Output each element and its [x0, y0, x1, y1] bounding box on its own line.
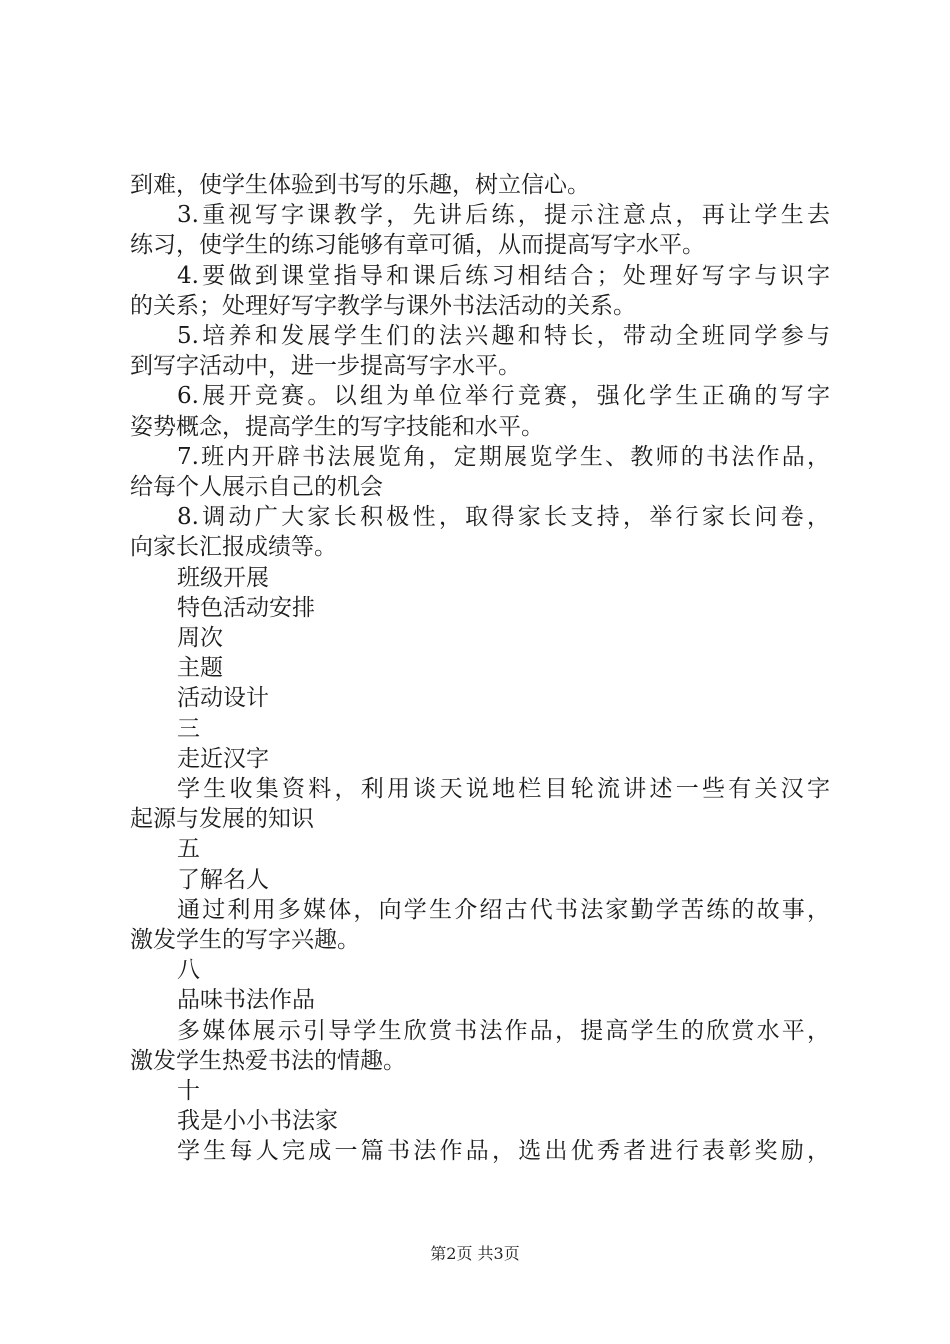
text-line: 八 [177, 957, 200, 984]
text-line: 学生每人完成一篇书法作品，选出优秀者进行表彰奖励， [177, 1138, 830, 1165]
text-line: 周次 [177, 625, 223, 651]
text-line: 多媒体展示引导学生欣赏书法作品，提高学生的欣赏水平， [177, 1017, 830, 1044]
text-line: 走近汉字 [177, 745, 269, 772]
text-line: 品味书法作品 [177, 987, 315, 1014]
text-line: 特色活动安排 [177, 594, 315, 621]
text-line: 向家长汇报成绩等。 [130, 534, 337, 561]
text-line: 7.班内开辟书法展览角，定期展览学生、教师的书法作品， [177, 443, 830, 470]
text-line: 到难，使学生体验到书写的乐趣，树立信心。 [130, 172, 590, 198]
text-line: 起源与发展的知识 [130, 806, 314, 833]
text-line: 4.要做到课堂指导和课后练习相结合；处理好写字与识字 [177, 262, 830, 289]
text-line: 姿势概念，提高学生的写字技能和水平。 [130, 413, 544, 440]
text-line: 班级开展 [177, 564, 269, 591]
text-line: 到写字活动中，进一步提高写字水平。 [130, 353, 521, 380]
text-line: 3.重视写字课教学，先讲后练，提示注意点，再让学生去 [177, 202, 830, 229]
text-line: 5.培养和发展学生们的法兴趣和特长，带动全班同学参与 [177, 323, 830, 349]
text-line: 活动设计 [177, 685, 269, 712]
text-line: 了解名人 [177, 866, 269, 893]
text-line: 学生收集资料，利用谈天说地栏目轮流讲述一些有关汉字 [177, 776, 830, 802]
text-line: 练习，使学生的练习能够有章可循，从而提高写字水平。 [130, 232, 705, 259]
text-line: 十 [177, 1078, 200, 1104]
text-line: 6.展开竞赛。以组为单位举行竞赛，强化学生正确的写字 [177, 383, 830, 410]
text-line: 通过利用多媒体，向学生介绍古代书法家勤学苦练的故事， [177, 896, 830, 923]
text-line: 主题 [177, 655, 223, 682]
text-line: 我是小小书法家 [177, 1108, 338, 1135]
text-line: 三 [177, 715, 200, 742]
text-line: 激发学生热爱书法的情趣。 [130, 1047, 406, 1074]
page-footer: 第2页 共3页 [430, 1244, 520, 1263]
text-line: 给每个人展示自己的机会 [130, 474, 383, 500]
text-line: 8.调动广大家长积极性，取得家长支持，举行家长问卷， [177, 504, 830, 531]
text-line: 五 [177, 836, 200, 863]
text-line: 激发学生的写字兴趣。 [130, 927, 360, 953]
text-line: 的关系；处理好写字教学与课外书法活动的关系。 [130, 292, 636, 319]
